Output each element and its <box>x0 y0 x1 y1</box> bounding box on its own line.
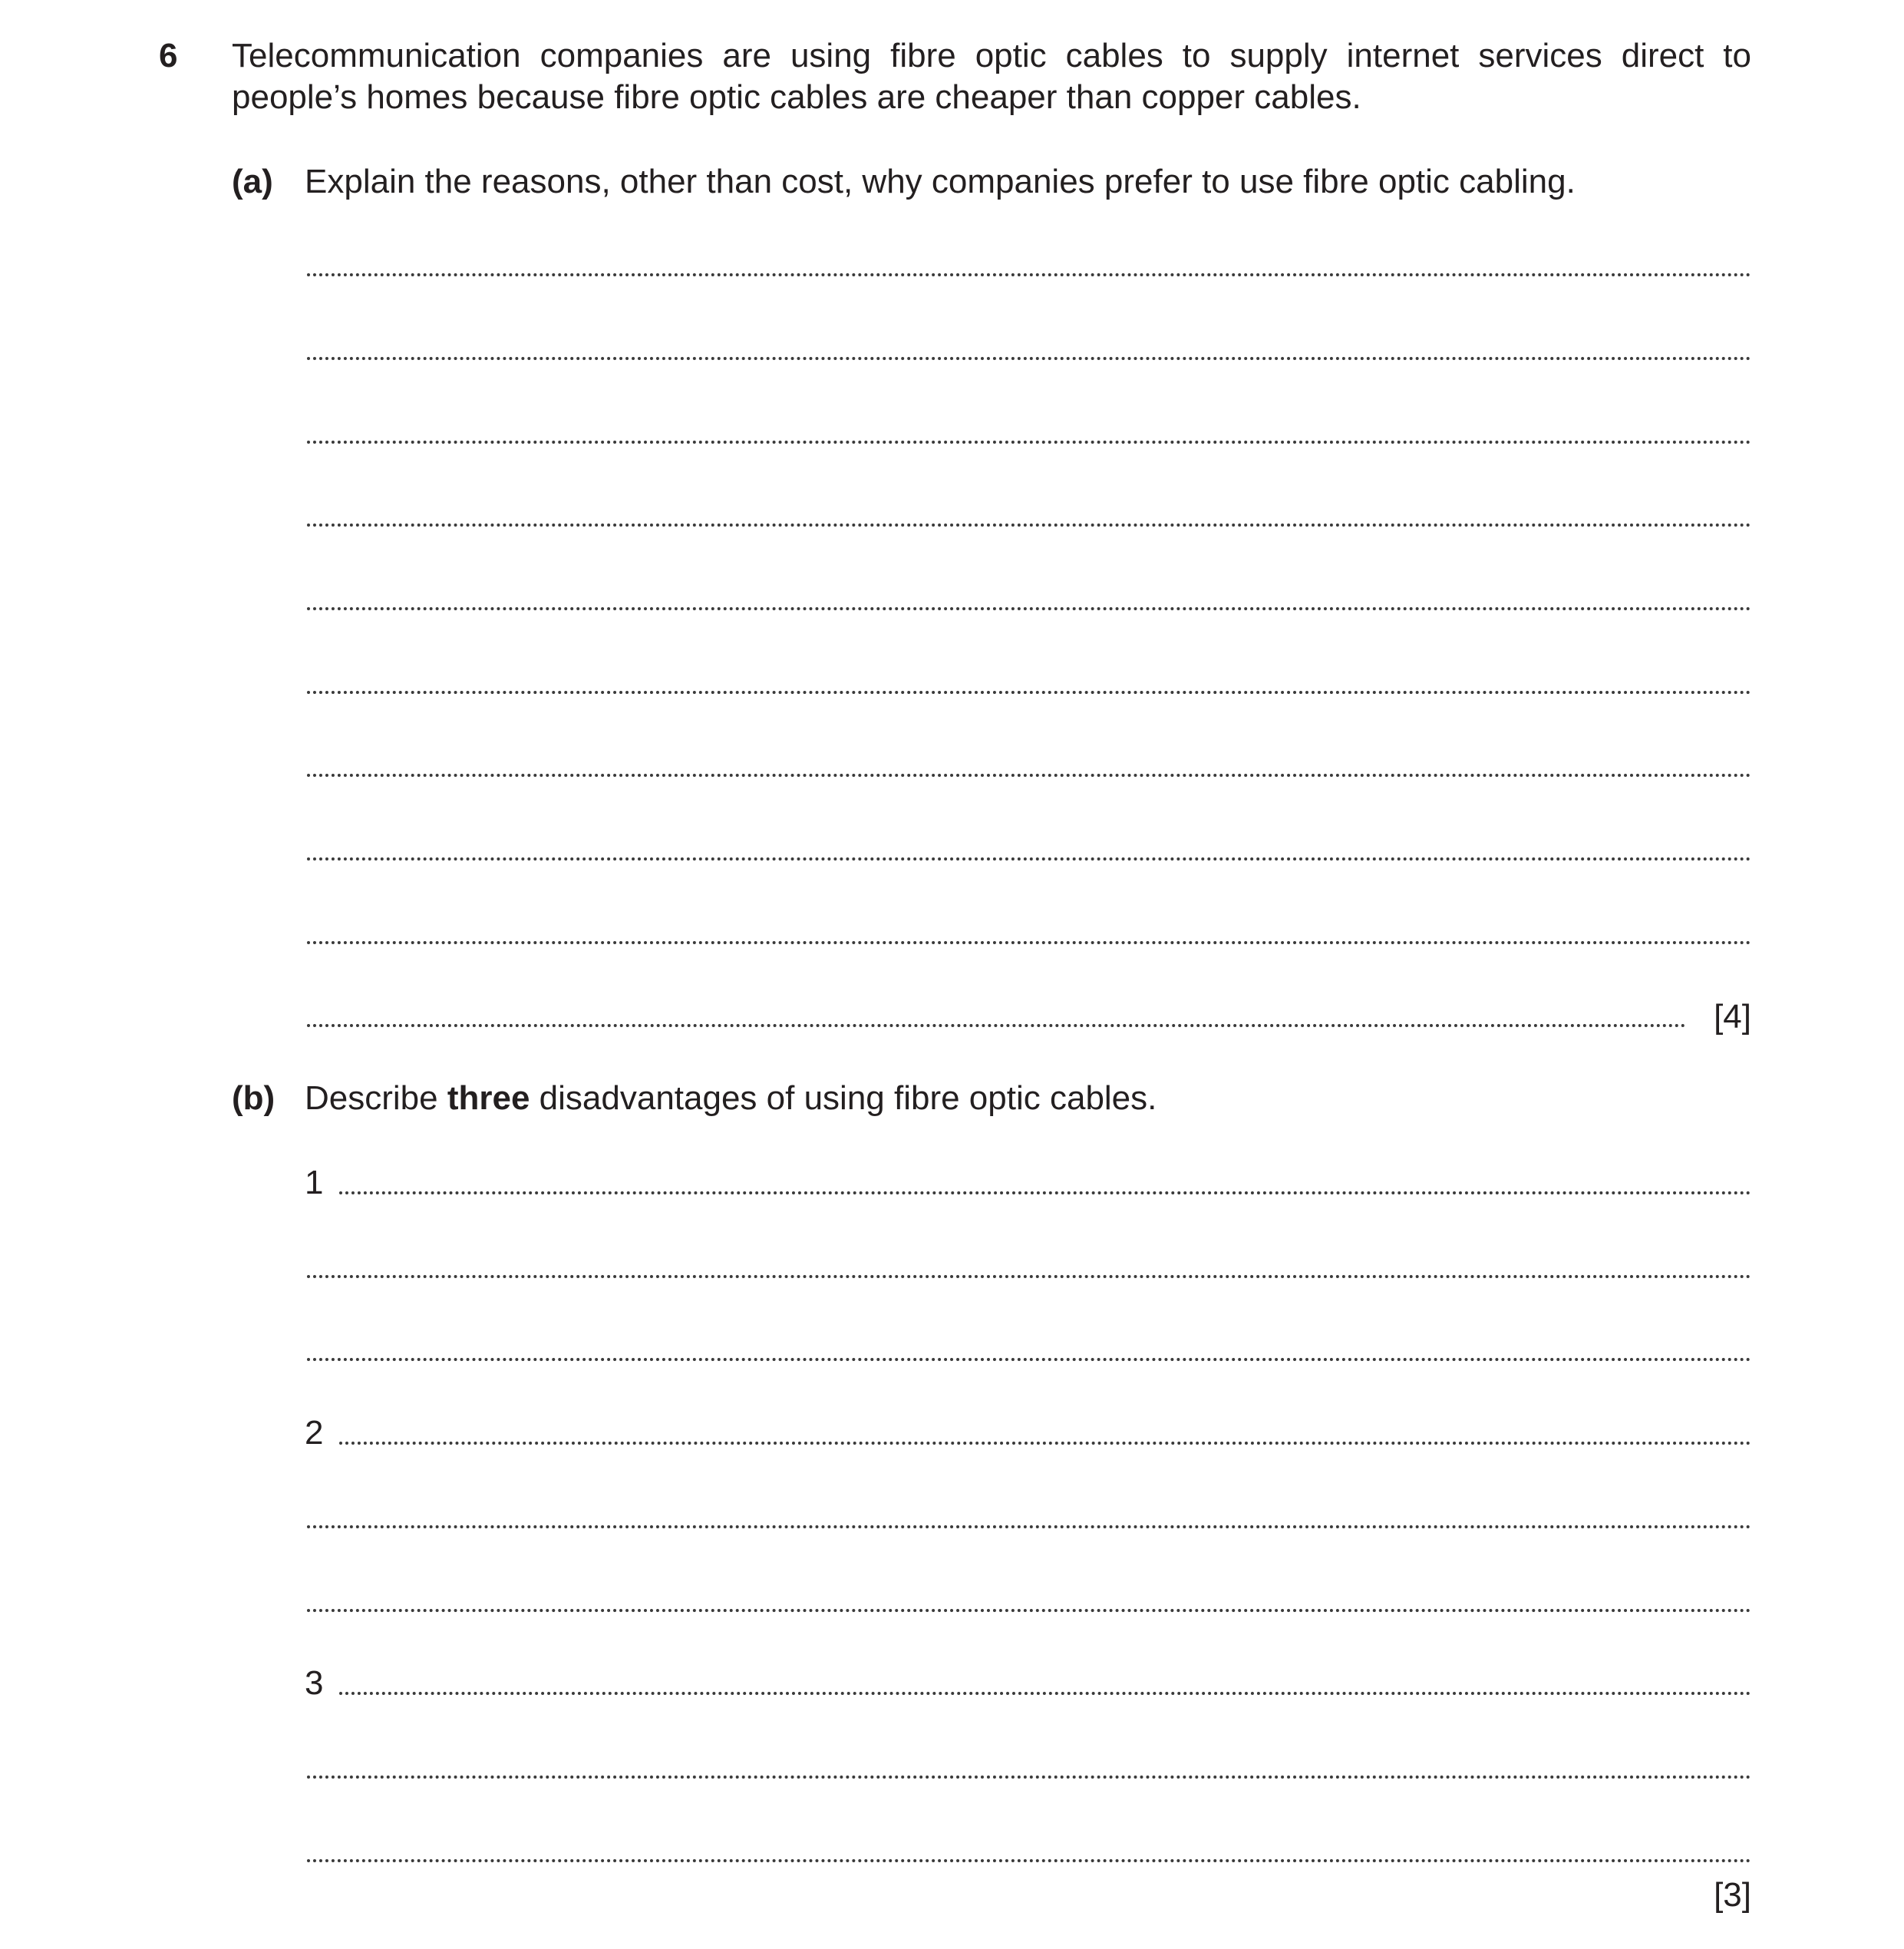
part-a-prompt: Explain the reasons, other than cost, why companies prefer to use fibre optic cabling. <box>305 163 1576 200</box>
answer-number-1: 1 <box>305 1164 324 1201</box>
answer-line-a6[interactable] <box>307 691 1751 694</box>
question-stem: Telecommunication companies are using fibre optic cables to supply internet services direct to people’s homes because fibre optic cables are cheaper than copper cables. <box>232 37 1751 116</box>
answer-line-b2-1[interactable] <box>339 1442 1751 1445</box>
part-b-prompt: Describe three disadvantages of using fibre optic cables. <box>305 1079 1157 1117</box>
answer-line-b1-3[interactable] <box>307 1358 1751 1361</box>
answer-line-a2[interactable] <box>307 357 1751 360</box>
part-b-marks: [3] <box>1714 1876 1751 1914</box>
answer-line-b2-3[interactable] <box>307 1609 1751 1612</box>
answer-line-b3-2[interactable] <box>307 1776 1751 1779</box>
answer-line-a9[interactable] <box>307 941 1751 944</box>
part-a-label: (a) <box>232 163 273 200</box>
question-number: 6 <box>159 37 178 74</box>
answer-line-b1-1[interactable] <box>339 1191 1751 1194</box>
answer-line-a4[interactable] <box>307 524 1751 527</box>
answer-line-b1-2[interactable] <box>307 1275 1751 1278</box>
part-a-marks: [4] <box>1714 998 1751 1036</box>
answer-line-a10[interactable] <box>307 1024 1686 1027</box>
answer-line-b2-2[interactable] <box>307 1525 1751 1528</box>
answer-line-a3[interactable] <box>307 441 1751 444</box>
answer-line-a8[interactable] <box>307 857 1751 861</box>
part-b-label: (b) <box>232 1079 276 1117</box>
answer-line-a7[interactable] <box>307 774 1751 777</box>
answer-line-a1[interactable] <box>307 273 1751 276</box>
answer-line-b3-3[interactable] <box>307 1859 1751 1862</box>
answer-line-a5[interactable] <box>307 607 1751 610</box>
answer-number-3: 3 <box>305 1664 324 1702</box>
answer-number-2: 2 <box>305 1414 324 1452</box>
answer-line-b3-1[interactable] <box>339 1692 1751 1695</box>
